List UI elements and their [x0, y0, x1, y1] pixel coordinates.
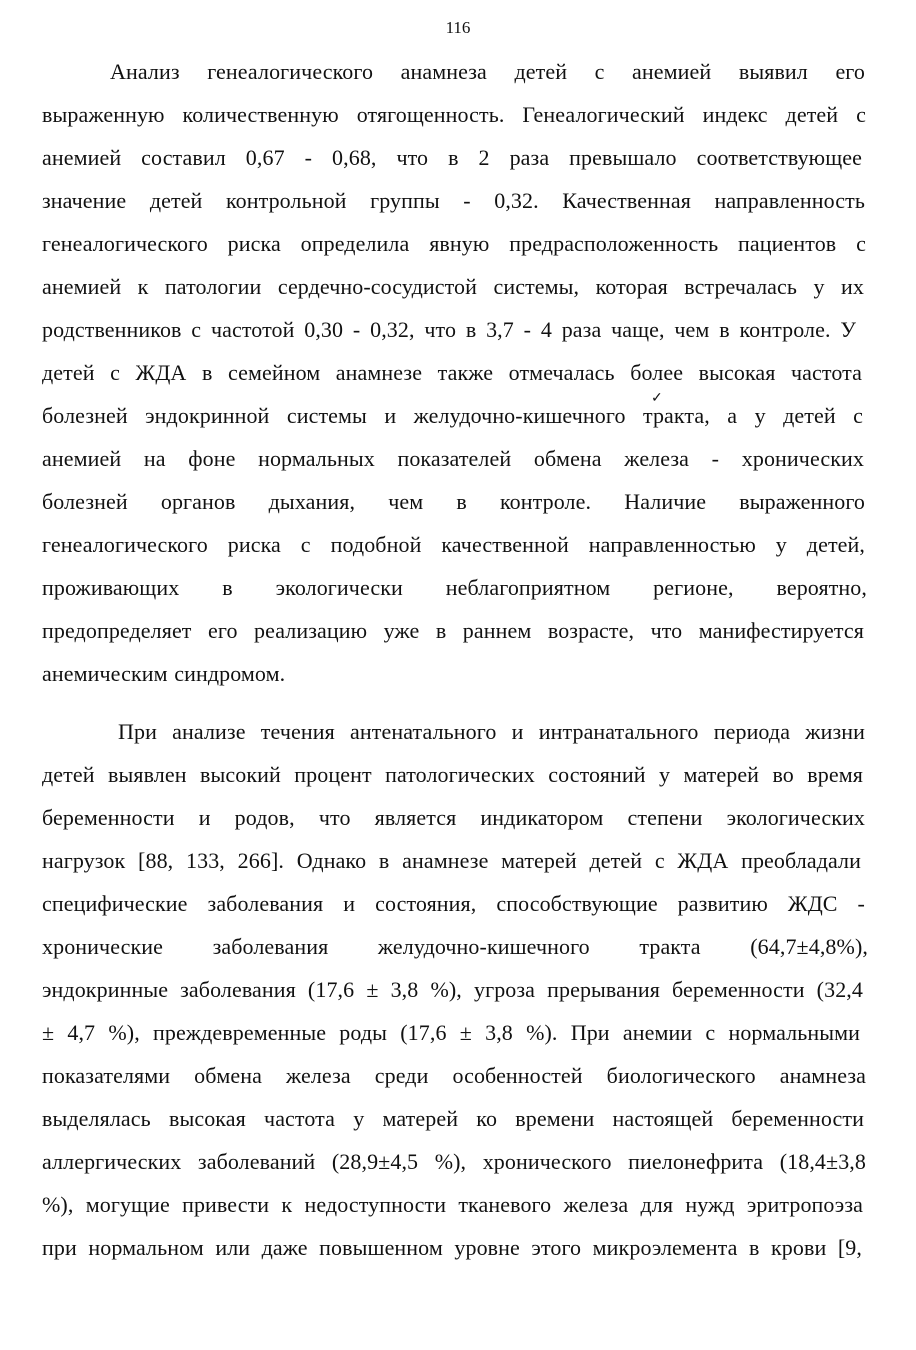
text-line: анемией составил 0,67 - 0,68, что в 2 раза превышало соответствующее [42, 145, 862, 170]
text-line: детей с ЖДА в семейном анамнезе также отмечалась более высокая частота [42, 360, 862, 385]
text-line: При анализе течения антенатального и интранатального периода жизни [118, 719, 865, 744]
paragraph-genealogy [42, 50, 872, 695]
text-line: генеалогического риска определила явную предрасположенность пациентов с [42, 231, 866, 256]
text-line: анемическим синдромом. [42, 661, 286, 686]
text-line: Анализ генеалогического анамнеза детей с анемией выявил его [110, 59, 865, 84]
text-line: ± 4,7 %), преждевременные роды (17,6 ± 3,8 %). При анемии с нормальными [42, 1020, 860, 1045]
text-line: беременности и родов, что является индикатором степени экологических [42, 805, 865, 830]
text-line: анемией к патологии сердечно-сосудистой системы, которая встречалась у их [42, 274, 864, 299]
text-line: болезней эндокринной системы и желудочно-кишечного тракта, а у детей с [42, 403, 863, 428]
text-line: эндокринные заболевания (17,6 ± 3,8 %), угроза прерывания беременности (32,4 [42, 977, 863, 1002]
text-line: предопределяет его реализацию уже в раннем возрасте, что манифестируется [42, 618, 864, 643]
text-line: генеалогического риска с подобной качественной направленностью у детей, [42, 532, 865, 557]
text-line: специфические заболевания и состояния, способствующие развитию ЖДС - [42, 891, 865, 916]
text-line: %), могущие привести к недоступности тканевого железа для нужд эритропоэза [42, 1192, 863, 1217]
text-line: значение детей контрольной группы - 0,32. Качественная направленность [42, 188, 865, 213]
text-line: выделялась высокая частота у матерей ко времени настоящей беременности [42, 1106, 864, 1131]
page-number: 116 [445, 18, 471, 37]
stray-mark-icon: ✓ [651, 391, 663, 406]
text-line: показателями обмена железа среди особенностей биологического анамнеза [42, 1063, 866, 1088]
text-line: родственников с частотой 0,30 - 0,32, что в 3,7 - 4 раза чаще, чем в контроле. У [42, 317, 856, 342]
text-line: анемией на фоне нормальных показателей обмена железа - хронических [42, 446, 864, 471]
text-line: проживающих в экологически неблагоприятном регионе, вероятно, [42, 575, 867, 600]
text-line: аллергических заболеваний (28,9±4,5 %), хронического пиелонефрита (18,4±3,8 [42, 1149, 866, 1174]
text-line: болезней органов дыхания, чем в контроле. Наличие выраженного [42, 489, 865, 514]
text-line: хронические заболевания желудочно-кишечного тракта (64,7±4,8%), [42, 934, 868, 959]
text-line: нагрузок [88, 133, 266]. Однако в анамнезе матерей детей с ЖДА преобладали [42, 848, 861, 873]
text-line: детей выявлен высокий процент патологических состояний у матерей во время [42, 762, 863, 787]
text-line: выраженную количественную отягощенность. Генеалогический индекс детей с [42, 102, 866, 127]
text-line: при нормальном или даже повышенном уровне этого микроэлемента в крови [9, [42, 1235, 862, 1260]
paragraph-antenatal [42, 710, 872, 1269]
